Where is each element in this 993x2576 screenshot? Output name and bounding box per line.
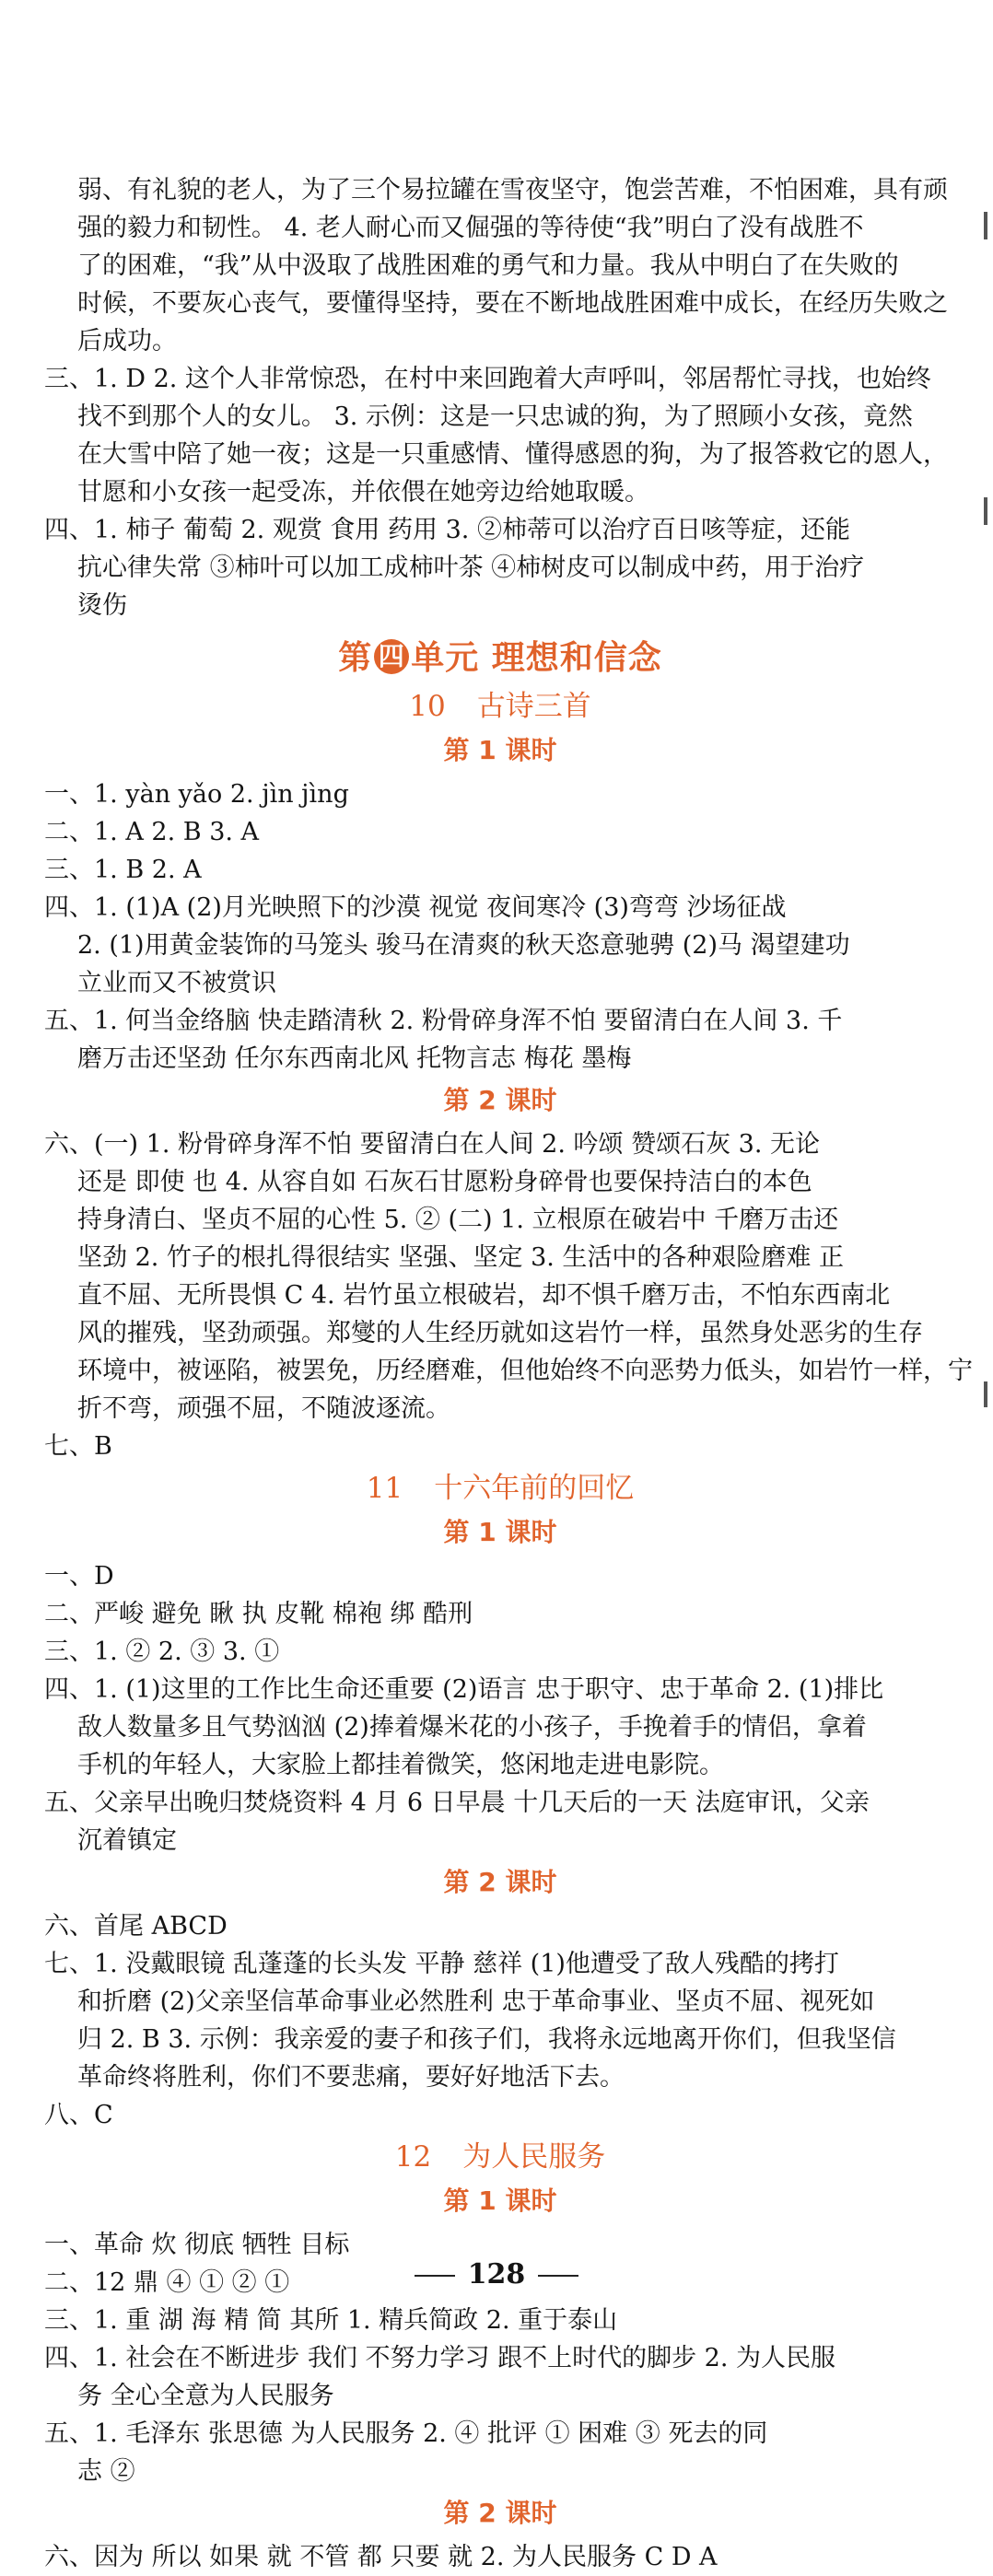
lesson-12-session-2-answers [44,2538,956,2576]
answer-line: 了的困难，“我”从中汲取了战胜困难的勇气和力量。我从中明白了在失败的 [77,251,899,280]
answer-line: 一、D [44,1562,114,1591]
page-number-value: 128 [467,2258,526,2290]
answer-line: 找不到那个人的女儿。 3. 示例：这是一只忠诚的狗，为了照顾小女孩，竟然 [77,402,913,431]
answer-line: 环境中，被诬陷，被罢免，历经磨难，但他始终不向恶势力低头，如岩竹一样，宁 [77,1357,973,1385]
answer-line: 二、1. A 2. B 3. A [44,818,260,846]
answer-line: 一、革命 炊 彻底 牺牲 目标 [44,2231,350,2259]
answer-line: 磨万击还坚劲 任尔东西南北风 托物言志 梅花 墨梅 [77,1044,632,1073]
lesson-10-session-2-title: 第 2 课时 [443,1085,557,1115]
answer-line: 五、1. 何当金络脑 快走踏清秋 2. 粉骨碎身浑不怕 要留清白在人间 3. 千 [44,1007,843,1035]
answer-line: 革命终将胜利，你们不要悲痛，要好好地活下去。 [77,2063,625,2092]
answer-line: 抗心律失常 ③柿叶可以加工成柿叶茶 ④柿树皮可以制成中药，用于治疗 [77,554,865,582]
lesson-10-session-1-answers [44,775,956,1078]
answer-line: 烫伤 [77,591,127,620]
unit-prefix: 第 [338,639,373,677]
answer-line: 四、1. (1)A (2)月光映照下的沙漠 视觉 夜间寒冷 (3)弯弯 沙场征战 [44,893,787,922]
answer-line: 三、1. ② 2. ③ 3. ① [44,1638,280,1666]
answer-line: 二、严峻 避免 瞅 执 皮靴 棉袍 绑 酷刑 [44,1600,473,1628]
answers-previous-unit [44,171,956,624]
lesson-10-session-1-title: 第 1 课时 [443,735,557,765]
answer-line: 务 全心全意为人民服务 [77,2382,334,2410]
answer-line: 和折磨 (2)父亲坚信革命事业必然胜利 忠于革命事业、坚贞不屈、视死如 [77,1987,875,2016]
answer-line: 持身清白、坚贞不屈的心性 5. ② (二) 1. 立根原在破岩中 千磨万击还 [77,1206,839,1234]
lesson-11-session-2-answers [44,1907,956,2134]
lesson-11-session-1-title: 第 1 课时 [443,1517,557,1547]
answer-line: 五、父亲早出晚归焚烧资料 4 月 6 日早晨 十几天后的一天 法庭审讯，父亲 [44,1789,870,1817]
answer-line: 一、1. yàn yǎo 2. jìn jìng [44,780,349,809]
lesson-11-session-2-title: 第 2 课时 [443,1867,557,1897]
answer-line: 还是 即使 也 4. 从容自如 石灰石甘愿粉身碎骨也要保持洁白的本色 [77,1168,812,1196]
lesson-12-session-2-title: 第 2 课时 [443,2498,557,2528]
answer-line: 三、1. 重 湖 海 精 简 其所 1. 精兵简政 2. 重于泰山 [44,2306,618,2335]
binding-mark [984,1381,987,1407]
binding-mark [984,212,987,239]
answer-line: 强的毅力和韧性。 4. 老人耐心而又倔强的等待使“我”明白了没有战胜不 [77,214,864,242]
answer-line: 坚劲 2. 竹子的根扎得很结实 坚强、坚定 3. 生活中的各种艰险磨难 正 [77,1243,845,1272]
answer-line: 弱、有礼貌的老人，为了三个易拉罐在雪夜坚守，饱尝苦难，不怕困难，具有顽 [77,176,948,204]
page-number-dash-right [538,2275,578,2277]
answer-line: 甘愿和小女孩一起受冻，并依偎在她旁边给她取暖。 [77,478,649,507]
answer-line: 四、1. 社会在不断进步 我们 不努力学习 跟不上时代的脚步 2. 为人民服 [44,2344,836,2372]
answer-content [44,171,973,2576]
answer-line: 四、1. (1)这里的工作比生命还重要 (2)语言 忠于职守、忠于革命 2. (1)排比 [44,1675,884,1704]
page-number [0,2258,993,2290]
answer-line: 七、1. 没戴眼镜 乱蓬蓬的长头发 平静 慈祥 (1)他遭受了敌人残酷的拷打 [44,1950,839,1978]
lesson-name: 古诗三首 [476,690,591,723]
answer-line: 六、(一) 1. 粉骨碎身浑不怕 要留清白在人间 2. 吟颂 赞颂石灰 3. 无论 [44,1130,821,1159]
answer-line: 沉着镇定 [77,1826,177,1855]
answer-line: 归 2. B 3. 示例：我亲爱的妻子和孩子们，我将永远地离开你们，但我坚信 [77,2025,896,2054]
answer-line: 风的摧残，坚劲顽强。郑燮的人生经历就如这岩竹一样，虽然身处恶劣的生存 [77,1319,923,1347]
lesson-10-session-2-answers [44,1125,973,1465]
lesson-11-session-1-answers [44,1557,956,1859]
lesson-number: 11 [366,1472,403,1505]
answer-line: 二、12 鼎 ④ ① ② ① [44,2268,290,2297]
answer-line: 手机的年轻人，大家脸上都挂着微笑，悠闲地走进电影院。 [77,1751,724,1779]
answer-line: 在大雪中陪了她一夜；这是一只重感情、懂得感恩的狗，为了报答救它的恩人， [77,440,948,469]
answer-line: 志 ② [77,2457,135,2486]
unit-title [44,635,956,682]
lesson-name: 十六年前的回忆 [434,1472,635,1505]
unit-number-badge: 四 [374,639,409,674]
answer-line: 三、1. D 2. 这个人非常惊恐，在村中来回跑着大声呼叫，邻居帮忙寻找，也始终 [44,365,931,393]
binding-mark [984,497,987,525]
answer-line: 五、1. 毛泽东 张思德 为人民服务 2. ④ 批评 ① 困难 ③ 死去的同 [44,2419,768,2448]
lesson-12-session-1-title: 第 1 课时 [443,2186,557,2216]
page-number-dash-left [415,2275,455,2277]
answer-line: 七、B [44,1432,112,1461]
answer-line: 三、1. B 2. A [44,856,202,884]
lesson-number: 10 [409,690,446,723]
answer-line: 四、1. 柿子 葡萄 2. 观赏 食用 药用 3. ②柿蒂可以治疗百日咳等症，还能 [44,516,850,544]
lesson-10-title [44,685,956,728]
answer-line: 折不弯，顽强不屈，不随波逐流。 [77,1394,450,1423]
answer-line: 立业而又不被赏识 [77,969,276,997]
answer-line: 六、首尾 ABCD [44,1912,228,1941]
lesson-name: 为人民服务 [462,2140,606,2174]
answer-line: 六、因为 所以 如果 就 不管 都 只要 就 2. 为人民服务 C D A [44,2543,718,2571]
lesson-11-title [44,1467,956,1509]
answer-line: 直不屈、无所畏惧 C 4. 岩竹虽立根破岩，却不惧千磨万击，不怕东西南北 [77,1281,891,1310]
answer-line: 敌人数量多且气势汹汹 (2)捧着爆米花的小孩子，手挽着手的情侣，拿着 [77,1713,867,1742]
answer-line: 后成功。 [77,327,177,356]
answer-line: 八、C [44,2101,113,2129]
lesson-12-title [44,2136,956,2178]
unit-suffix: 单元 理想和信念 [411,639,662,677]
lesson-number: 12 [394,2140,432,2174]
answer-line: 2. (1)用黄金装饰的马笼头 骏马在清爽的秋天恣意驰骋 (2)马 渴望建功 [77,931,850,960]
answer-line: 时候，不要灰心丧气，要懂得坚持，要在不断地战胜困难中成长，在经历失败之 [77,289,948,318]
